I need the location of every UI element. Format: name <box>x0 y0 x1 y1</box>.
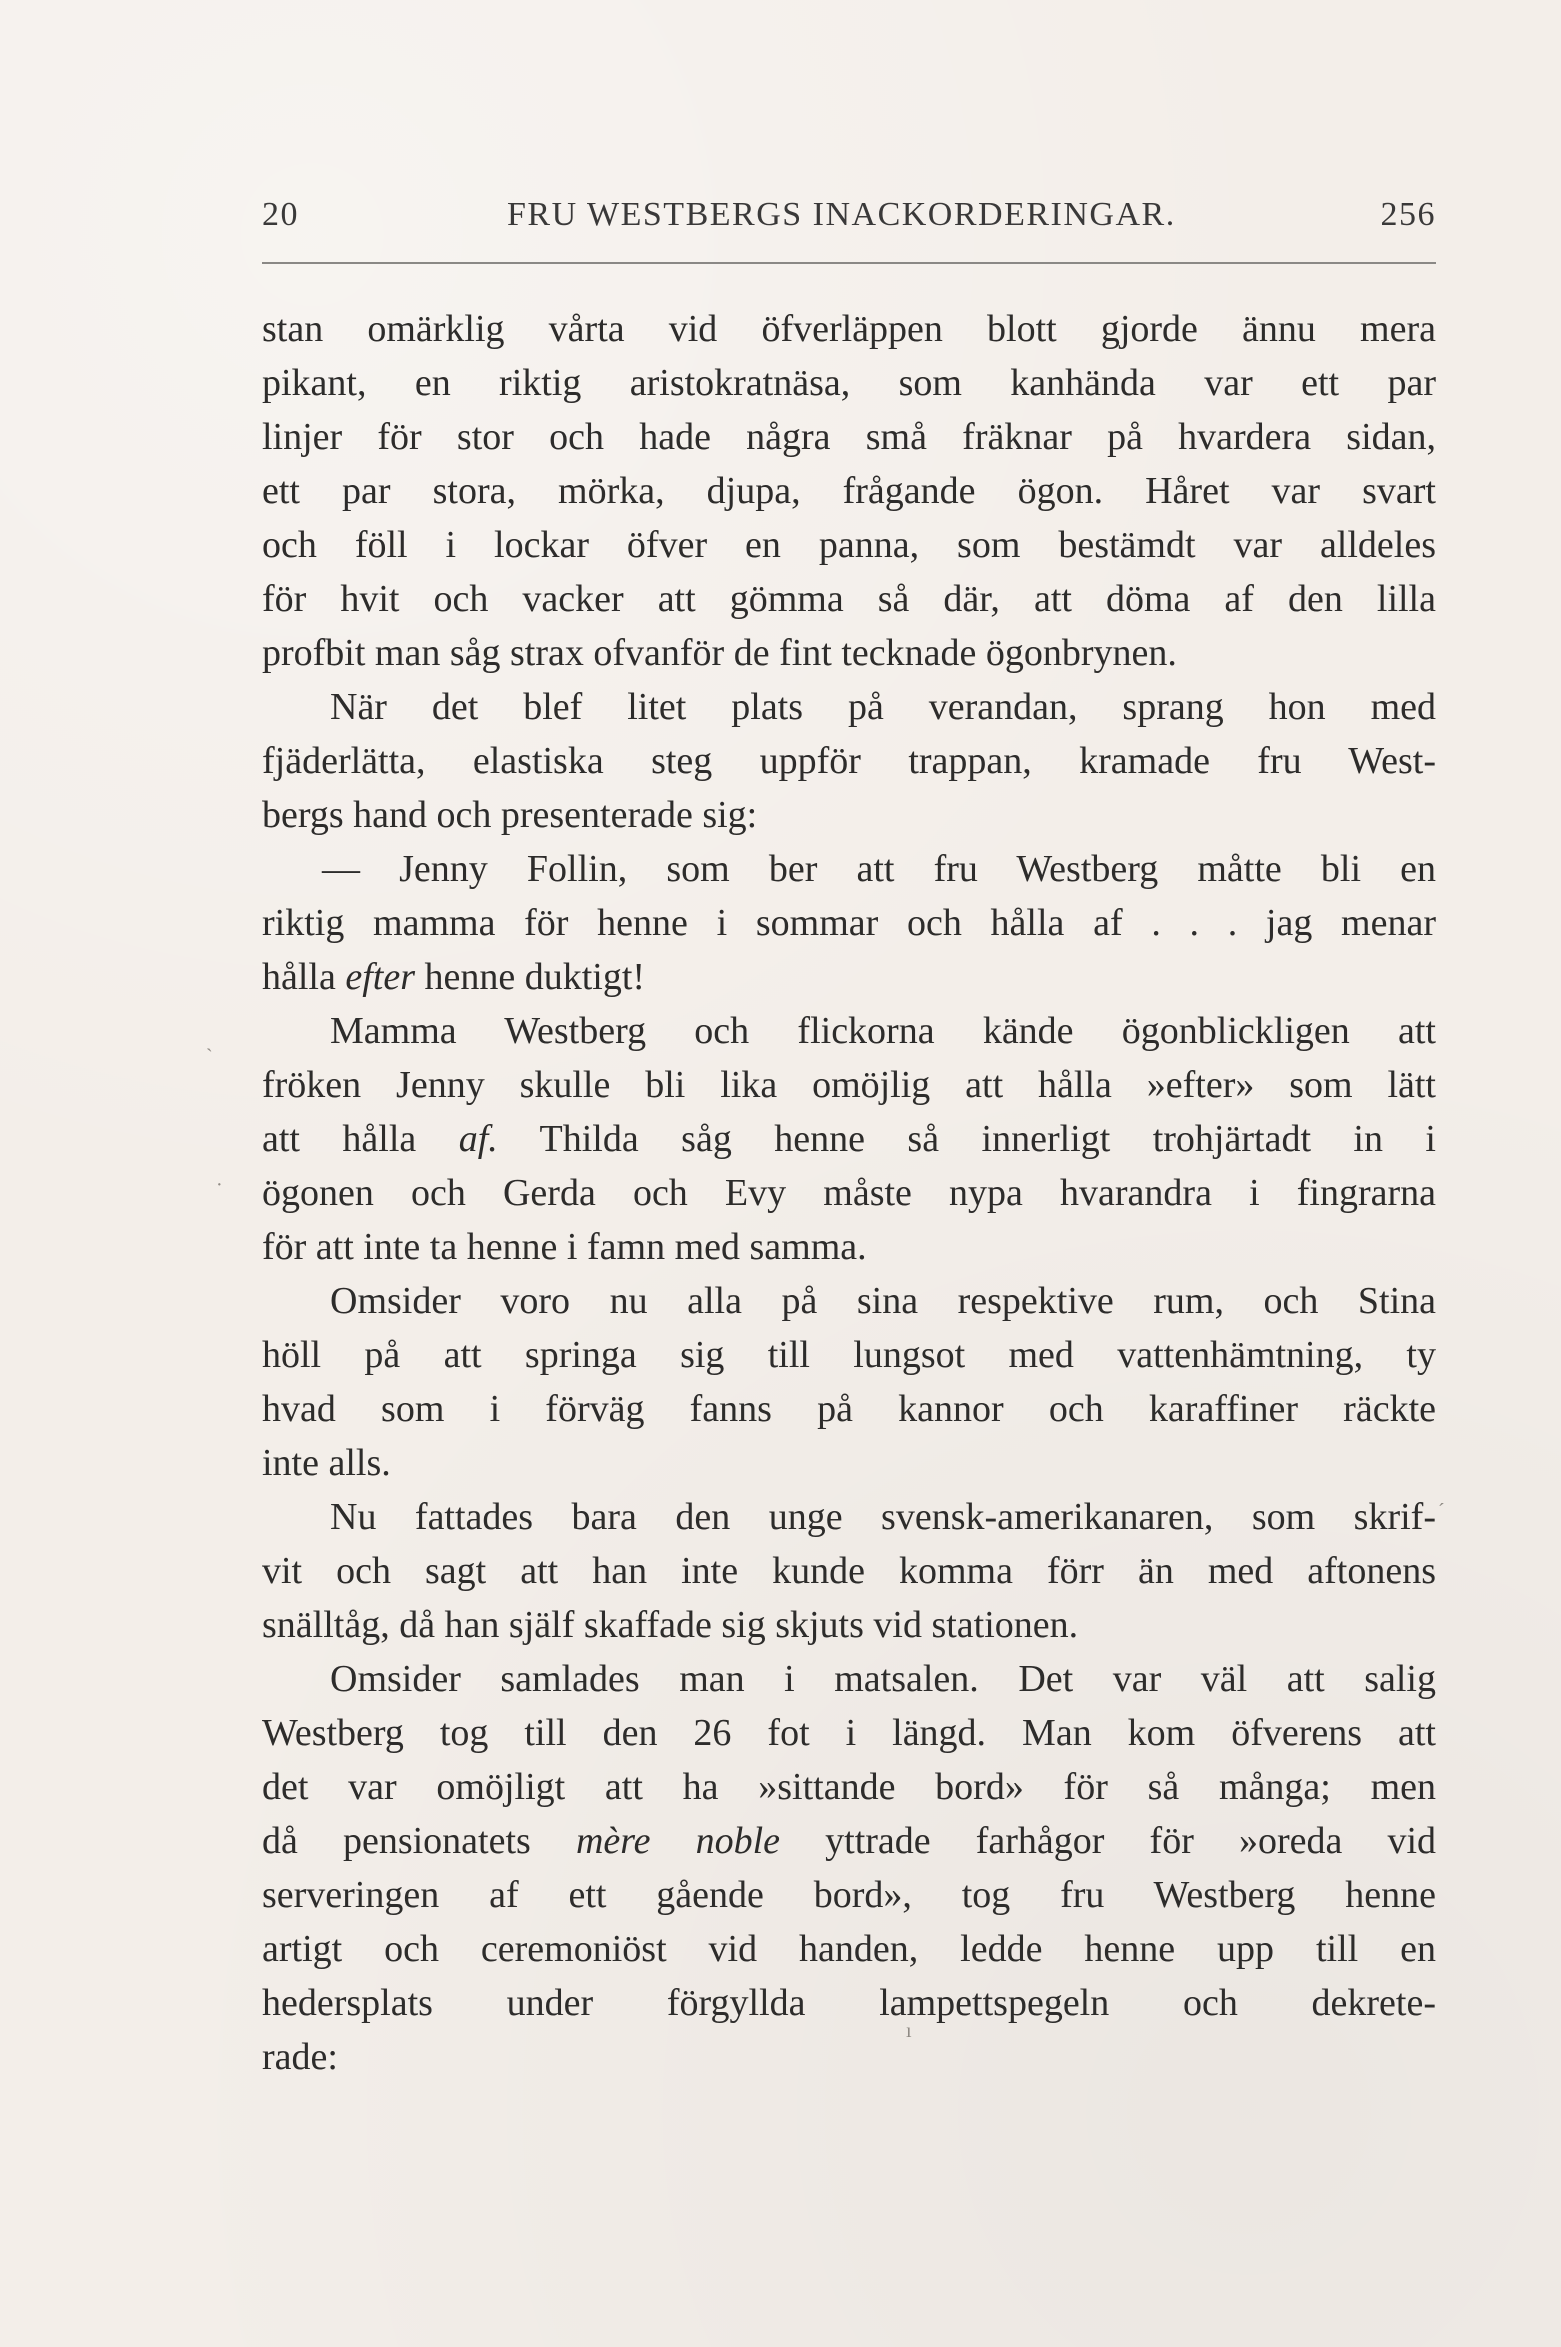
text-line: fröken Jenny skulle bli lika omöjlig att hålla »efter» som lätt <box>262 1064 1436 1106</box>
text-line: pikant, en riktig aristokratnäsa, som kanhända var ett par <box>262 362 1436 404</box>
italic-word: efter <box>345 956 415 998</box>
text-line: artigt och ceremoniöst vid handen, ledde henne upp till en <box>262 1928 1436 1970</box>
header-rule <box>262 262 1436 264</box>
text-line: profbit man såg strax ofvanför de fint tecknade ögonbrynen. <box>262 632 1177 674</box>
text-line: linjer för stor och hade några små fräknar på hvardera sidan, <box>262 416 1436 458</box>
page-header <box>262 196 1436 244</box>
italic-phrase: mère noble <box>575 1820 781 1862</box>
text-segment: Thilda såg henne så innerligt trohjärtadt in i <box>497 1118 1436 1160</box>
text-line <box>262 1814 1436 1868</box>
text-line: serveringen af ett gående bord», tog fru Westberg henne <box>262 1874 1436 1916</box>
text-segment: att hålla <box>262 1118 459 1160</box>
paragraph-start: När det blef litet plats på verandan, sprang hon med <box>330 686 1436 728</box>
body-text <box>262 302 1436 2084</box>
text-line: hvad som i förväg fanns på kannor och karaffiner räckte <box>262 1388 1436 1430</box>
text-line: för hvit och vacker att gömma så där, att döma af den lilla <box>262 578 1436 620</box>
italic-word: af. <box>458 1118 498 1160</box>
margin-mark: ˎ <box>206 1030 213 1052</box>
text-line: vit och sagt att han inte kunde komma förr än med aftonens <box>262 1550 1436 1592</box>
paragraph-start: Omsider samlades man i matsalen. Det var väl att salig <box>330 1658 1436 1700</box>
text-line: snälltåg, då han själf skaffade sig skjuts vid stationen. <box>262 1604 1079 1646</box>
margin-mark: · <box>216 1174 223 1196</box>
dialogue-line: — Jenny Follin, som ber att fru Westberg måtte bli en <box>322 848 1436 890</box>
text-segment: hålla <box>262 956 346 998</box>
text-line: riktig mamma för henne i sommar och hålla af . . . jag menar <box>262 902 1436 944</box>
margin-mark: ı <box>906 2020 912 2042</box>
text-line: inte alls. <box>262 1442 391 1484</box>
margin-mark: ˊ <box>1438 1500 1445 1522</box>
text-segment: då pensionatets <box>262 1820 576 1862</box>
page-number: 20 <box>262 196 299 233</box>
text-line: för att inte ta henne i famn med samma. <box>262 1226 867 1268</box>
text-line: Westberg tog till den 26 fot i längd. Man kom öfverens att <box>262 1712 1436 1754</box>
paragraph-start: Mamma Westberg och flickorna kände ögonblickligen att <box>330 1010 1436 1052</box>
text-segment: henne duktigt! <box>415 956 646 998</box>
text-line <box>262 1112 1436 1166</box>
text-line: stan omärklig vårta vid öfverläppen blott gjorde ännu mera <box>262 308 1436 350</box>
text-line: och föll i lockar öfver en panna, som bestämdt var alldeles <box>262 524 1436 566</box>
text-line: fjäderlätta, elastiska steg uppför trappan, kramade fru West- <box>262 740 1436 782</box>
running-title: FRU WESTBERGS INACKORDERINGAR. <box>507 196 1176 233</box>
text-line: höll på att springa sig till lungsot med vattenhämtning, ty <box>262 1334 1436 1376</box>
text-line: ett par stora, mörka, djupa, frågande ögon. Håret var svart <box>262 470 1436 512</box>
paragraph-start: Nu fattades bara den unge svensk-amerikanaren, som skrif- <box>330 1496 1436 1538</box>
paragraph-start: Omsider voro nu alla på sina respektive rum, och Stina <box>330 1280 1436 1322</box>
text-line: hedersplats under förgyllda lampettspegeln och dekrete- <box>262 1982 1436 2024</box>
text-line: det var omöjligt att ha »sittande bord» för så många; men <box>262 1766 1436 1808</box>
text-line: rade: <box>262 2036 338 2078</box>
text-segment: yttrade farhågor för »oreda vid <box>780 1820 1436 1862</box>
folio-number: 256 <box>1380 196 1436 233</box>
text-line <box>262 950 1436 1004</box>
text-line: bergs hand och presenterade sig: <box>262 794 758 836</box>
text-line: ögonen och Gerda och Evy måste nypa hvarandra i fingrarna <box>262 1172 1436 1214</box>
